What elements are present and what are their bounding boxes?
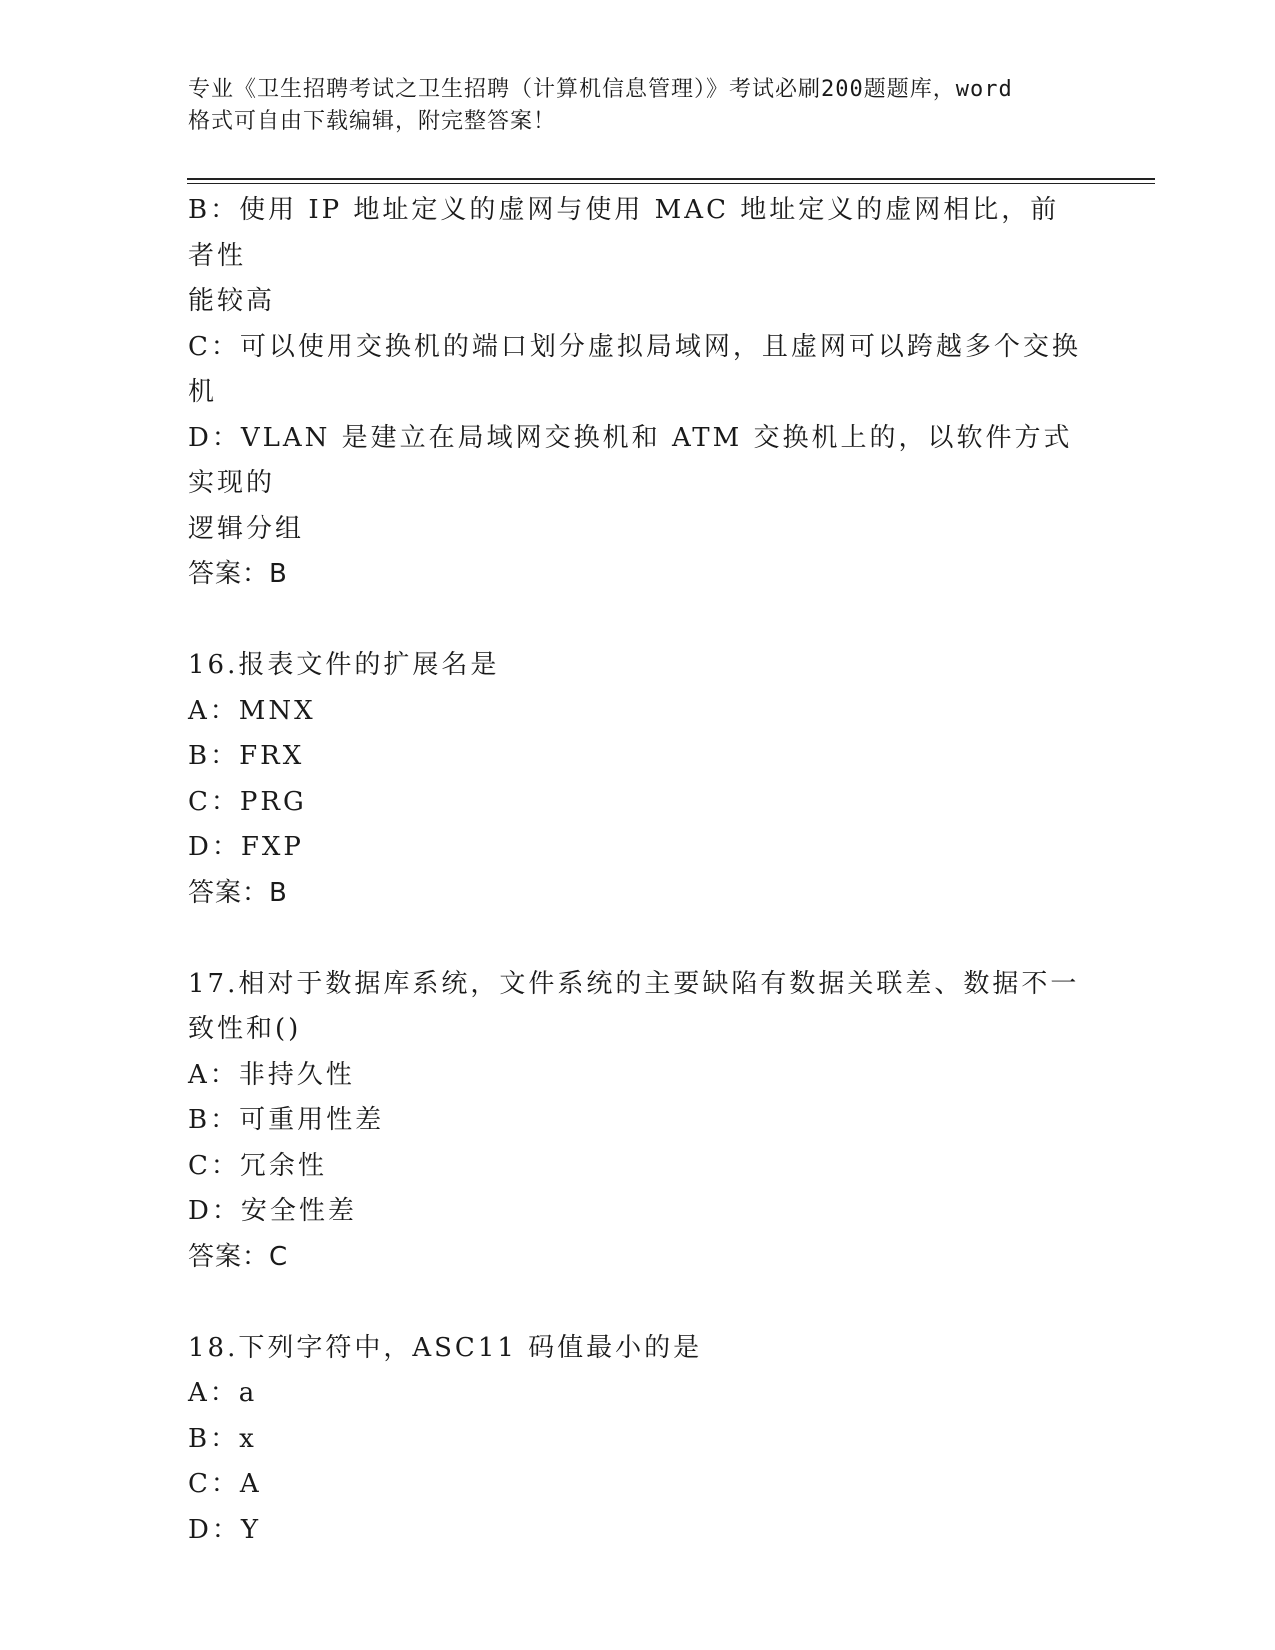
question-text-line-1: 17.相对于数据库系统，文件系统的主要缺陷有数据关联差、数据不一 [188, 968, 1080, 999]
answer: 答案：C [188, 1241, 289, 1272]
spacer [188, 916, 1088, 962]
option-b: B：x [188, 1423, 257, 1454]
option-b: B：FRX [188, 741, 305, 771]
answer: 答案：B [188, 559, 288, 589]
option-d-line-1: D：VLAN 是建立在局域网交换机和 ATM 交换机上的，以软件方式实现的 [188, 422, 1073, 498]
option-b-line-2: 能较高 [188, 286, 276, 316]
spacer [188, 1280, 1088, 1326]
question-text: 16.报表文件的扩展名是 [188, 650, 500, 680]
header-line-2: 格式可自由下载编辑，附完整答案！ [188, 109, 557, 134]
answer: 答案：B [188, 877, 288, 908]
header-line-1: 专业《卫生招聘考试之卫生招聘（计算机信息管理）》考试必刷200题题库，word [188, 77, 1013, 102]
question-18 [188, 1326, 1088, 1554]
option-d: D：FXP [188, 832, 304, 862]
option-c-line-2: 机 [188, 377, 218, 407]
question-text: 18.下列字符中，ASC11 码值最小的是 [188, 1332, 703, 1363]
option-d: D：Y [188, 1514, 262, 1545]
question-text-line-2: 致性和() [188, 1014, 302, 1044]
option-a: A：MNX [188, 695, 316, 726]
header-divider-thin [187, 183, 1155, 184]
option-c: C：冗余性 [188, 1150, 327, 1181]
document-header [188, 74, 1088, 138]
spacer [188, 598, 1088, 644]
option-c-line-1: C：可以使用交换机的端口划分虚拟局域网，且虚网可以跨越多个交换 [188, 331, 1081, 362]
option-b-line-1: B：使用 IP 地址定义的虚网与使用 MAC 地址定义的虚网相比，前者性 [188, 195, 1060, 271]
option-a: A：a [188, 1378, 258, 1408]
option-d: D：安全性差 [188, 1196, 357, 1226]
header-divider-thick [187, 178, 1155, 180]
question-list [188, 188, 1088, 1553]
question-16 [188, 643, 1088, 916]
question-15-tail [188, 188, 1088, 598]
option-d-line-2: 逻辑分组 [188, 513, 305, 544]
question-17 [188, 962, 1088, 1281]
option-a: A：非持久性 [188, 1059, 355, 1090]
option-c: C：PRG [188, 786, 307, 817]
option-c: C：A [188, 1469, 262, 1499]
option-b: B：可重用性差 [188, 1105, 385, 1135]
